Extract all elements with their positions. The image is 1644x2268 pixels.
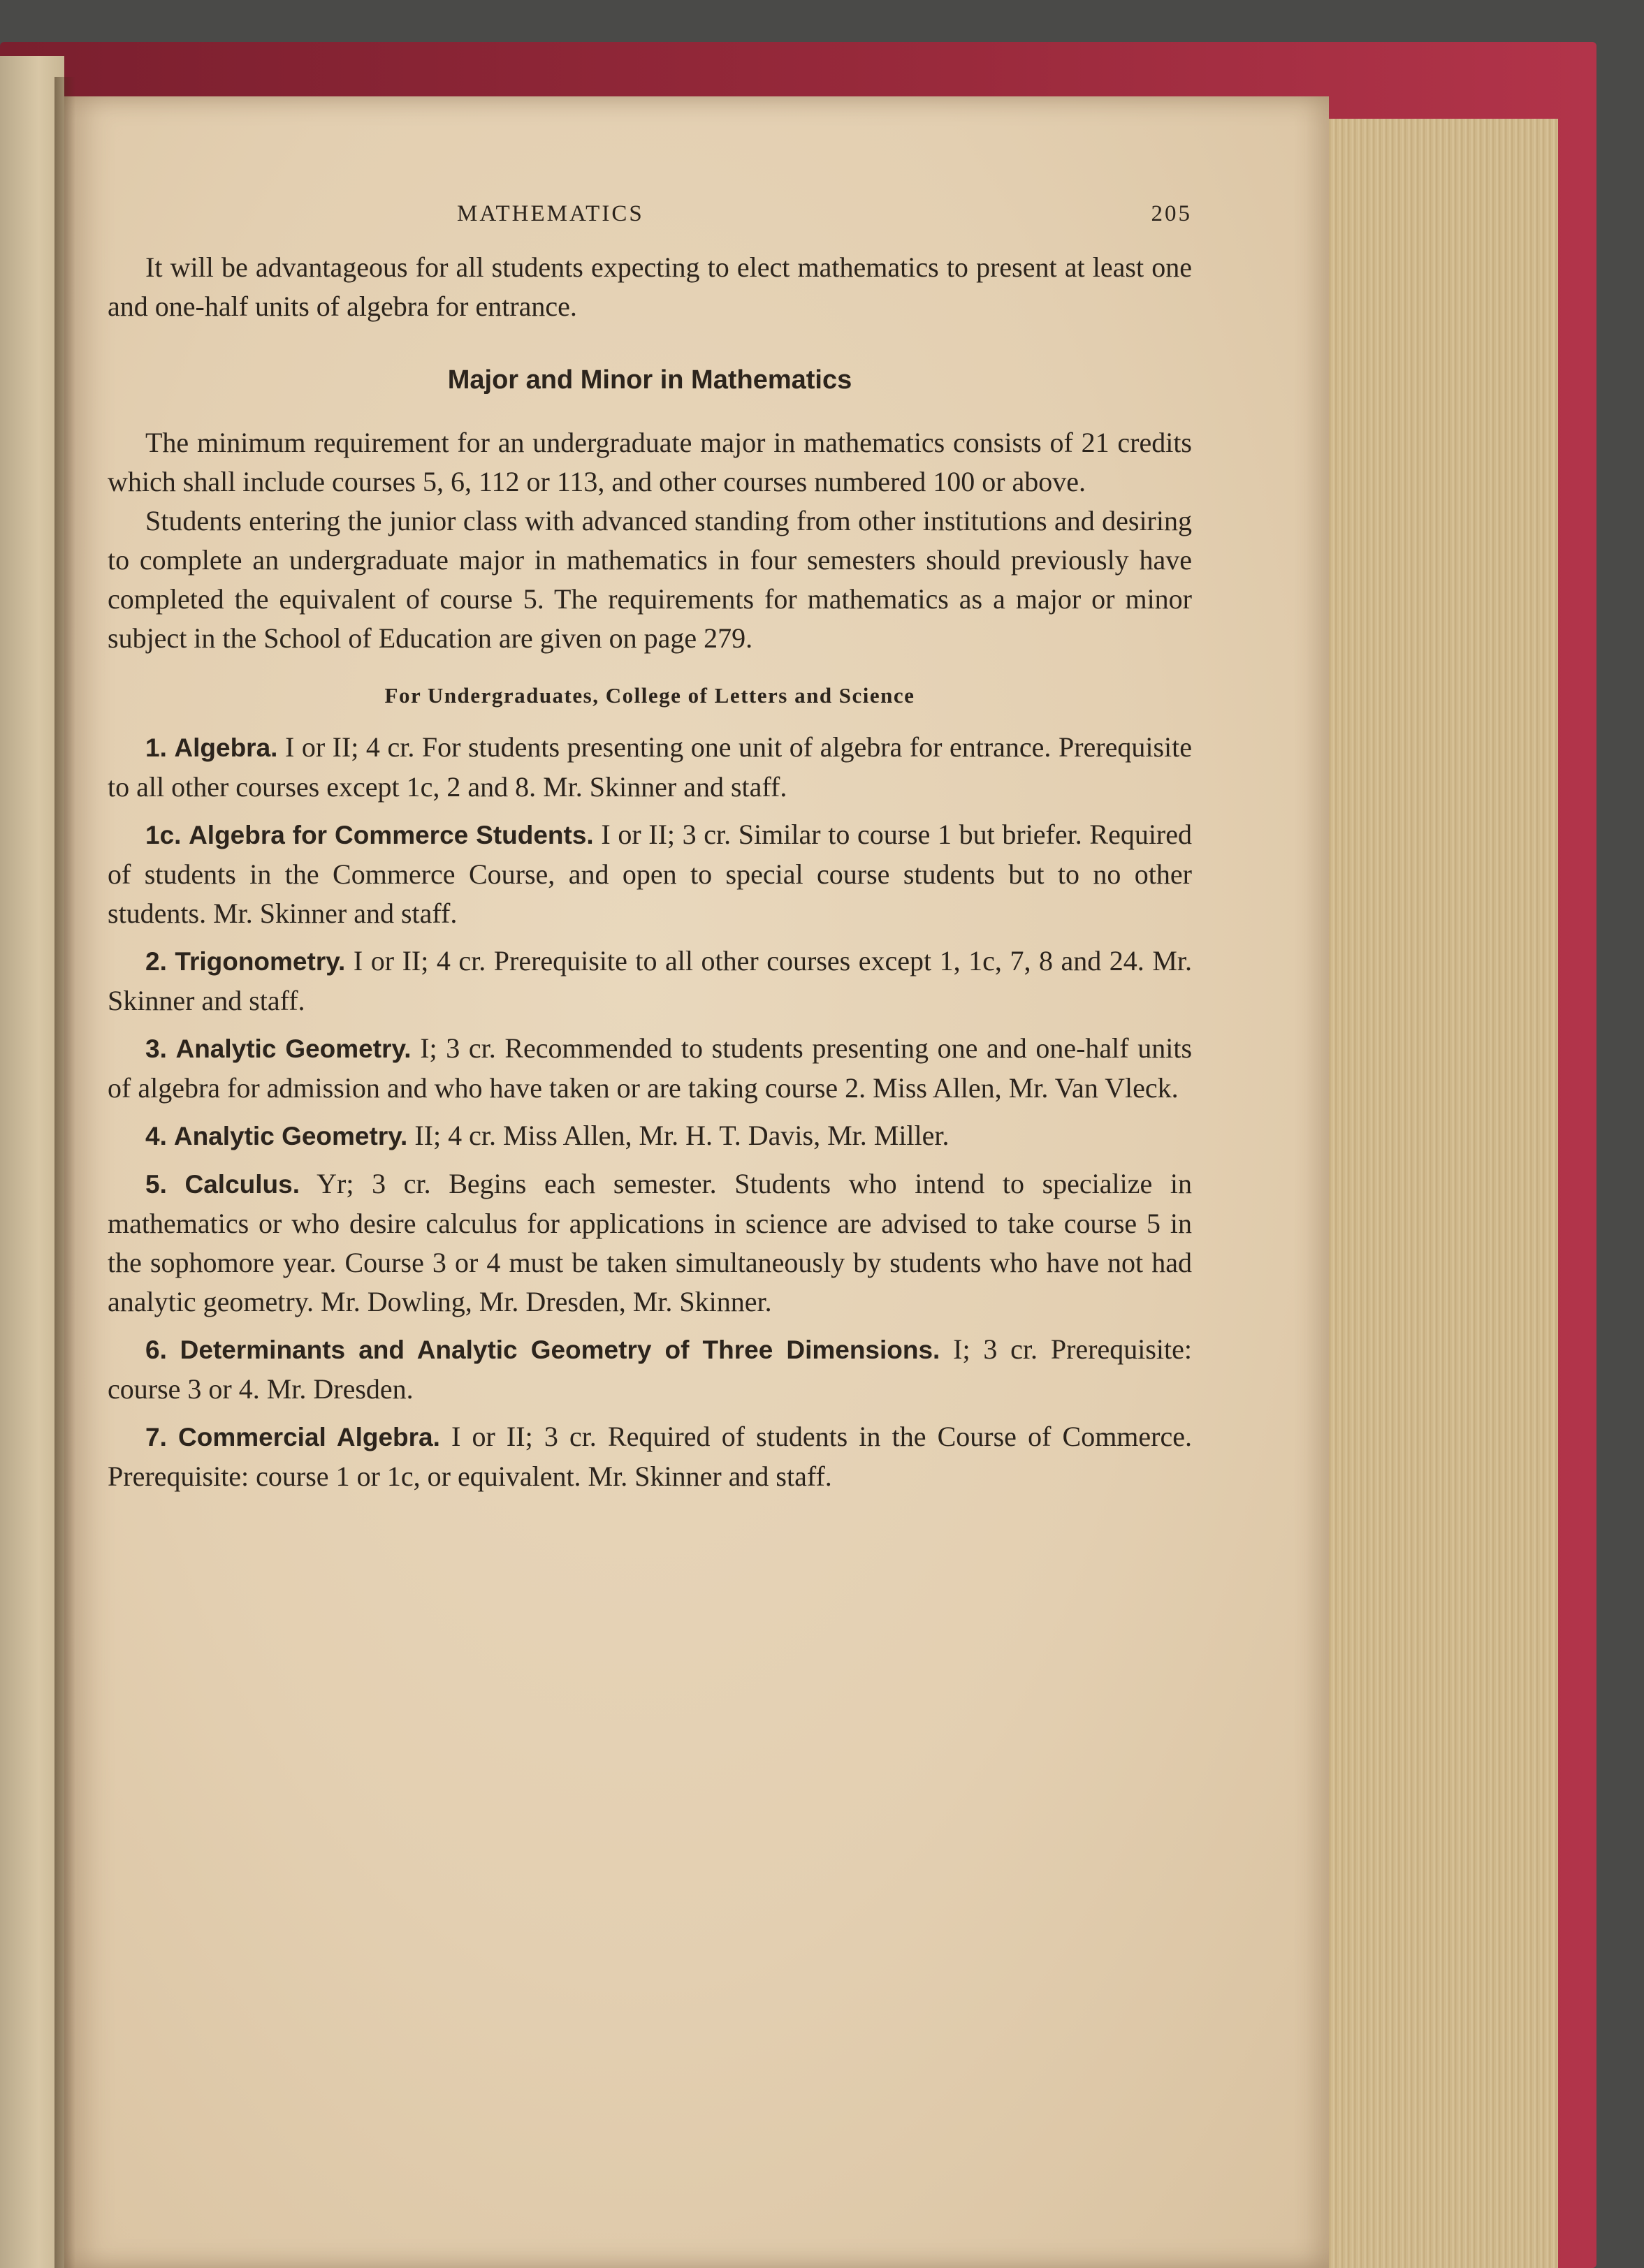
course-entry [108,1164,1192,1322]
course-number: 4. [145,1122,167,1150]
course-description: II; 4 cr. Miss Allen, Mr. H. T. Davis, Mr. Miller. [414,1120,950,1151]
course-name: Analytic Geometry. [175,1034,412,1063]
page-gutter-shadow [54,77,75,2268]
section-heading: Major and Minor in Mathematics [447,365,852,395]
course-description: I or II; 4 cr. For students presenting one unit of algebra for entrance. Prerequisite to all other courses except 1c, 2 and 8. Mr. Skinner and staff. [108,731,1193,803]
course-name: Algebra. [174,733,278,762]
intro-paragraph: It will be advantageous for all students expecting to elect mathematics to present at least one and one-half units of algebra for entrance. [108,251,1192,322]
course-entry [108,728,1192,807]
course-entry [108,1417,1192,1496]
running-head [108,201,1192,227]
course-number: 7. [145,1423,167,1451]
course-entry [108,942,1192,1020]
course-name: Trigonometry. [175,947,346,976]
course-name: Analytic Geometry. [173,1122,408,1150]
course-description: I; 3 cr. Prerequisite: course 3 or 4. Mr. Dresden. [108,1333,1193,1405]
course-number: 2. [145,947,167,976]
course-description: I or II; 3 cr. Similar to course 1 but briefer. Required of students in the Commerce Course, and open to special course students but to no other students. Mr. Skinner and staff. [108,819,1193,929]
course-number: 6. [145,1336,167,1364]
course-description: I or II; 3 cr. Required of students in the Course of Commerce. Prerequisite: course 1 or 1c, or equivalent. Mr. Skinner and staff. [108,1421,1193,1492]
course-number: 3. [145,1034,167,1063]
course-entry [108,1330,1192,1409]
page-number: 205 [1151,201,1192,226]
section-paragraph: The minimum requirement for an undergraduate major in mathematics consists of 21 credits which shall include courses 5, 6, 112 or 113, and other courses numbered 100 or above. [108,427,1192,497]
course-entry [108,815,1192,933]
running-head-title: MATHEMATICS [457,201,644,226]
course-name: Algebra for Commerce Students. [189,821,594,849]
course-name: Calculus. [184,1170,300,1199]
course-number: 1. [145,733,167,762]
course-name: Determinants and Analytic Geometry of Three Dimensions. [180,1336,940,1364]
section-paragraph: Students entering the junior class with advanced standing from other institutions and desiring to complete an undergraduate major in mathematics in four semesters should previously have completed the equivalent of course 5. The requirements for mathematics as a major or minor subject in the School of Education are given on page 279. [108,505,1192,654]
course-description: I; 3 cr. Recommended to students presenting one and one-half units of algebra for admission and who have taken or are taking course 2. Miss Allen, Mr. Van Vleck. [108,1032,1193,1104]
course-entry [108,1116,1192,1156]
book-page [64,96,1329,2268]
course-name: Commercial Algebra. [178,1423,440,1451]
course-description: I or II; 4 cr. Prerequisite to all other courses except 1, 1c, 7, 8 and 24. Mr. Skinner and staff. [108,945,1192,1016]
course-description: Yr; 3 cr. Begins each semester. Students who intend to specialize in mathematics or who desire calculus for applications in science are advised to take course 5 in the sophomore year. Course 3 or 4 must be taken simultaneously by students who have not had analytic geometry. Mr. Dowling, Mr. Dresden, Mr. Skinner. [108,1168,1193,1317]
course-entry [108,1029,1192,1108]
page-text-area [108,201,1192,1505]
page-block-edges [1307,119,1558,2268]
course-number: 5. [145,1170,167,1199]
subsection-heading: For Undergraduates, College of Letters and Science [384,683,915,708]
course-number: 1c. [145,821,182,849]
